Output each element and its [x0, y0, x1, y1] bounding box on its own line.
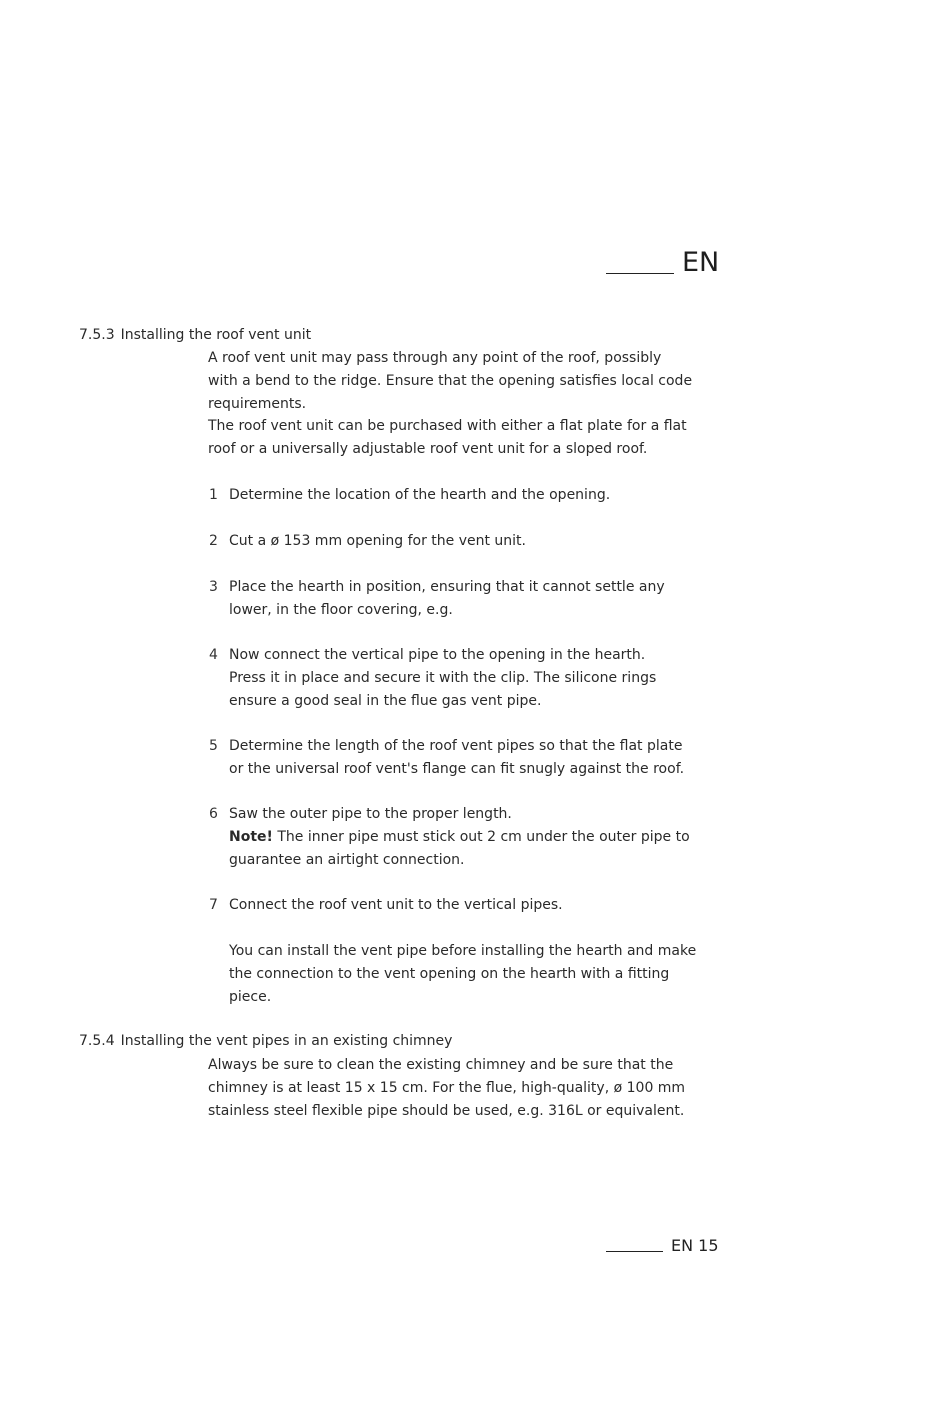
step-text: Place the hearth in position, ensuring that it cannot settle any lower, in the floor covering, e.g. [229, 579, 665, 618]
step-text: Determine the location of the hearth and the opening. [229, 487, 611, 503]
step-7 [209, 894, 729, 917]
step-number: 1 [209, 487, 218, 503]
step-6-text: Saw the outer pipe to the proper length. [229, 806, 512, 822]
step-text: Determine the length of the roof vent pipes so that the flat plate or the universal roof vent's flange can fit snugly against the roof. [229, 738, 685, 777]
step-number: 3 [209, 579, 218, 595]
step-text: Cut a ø 153 mm opening for the vent unit. [229, 533, 526, 549]
step-text [229, 803, 690, 871]
note-label: Note! [229, 828, 273, 845]
section-intro: A roof vent unit may pass through any point of the roof, possibly with a bend to the ridge. Ensure that the opening satisfies local code requirements. The roof vent unit can be purchased with either a flat plate for a flat roof or a universally adjustable roof vent unit for a sloped roof. [208, 350, 693, 458]
step-5 [209, 735, 729, 781]
section-number: 7.5.4 [79, 1033, 115, 1049]
section-title: Installing the vent pipes in an existing chimney [120, 1033, 453, 1049]
section-heading-7-5-4 [79, 1030, 452, 1052]
step-number: 4 [209, 647, 218, 663]
step-text: Now connect the vertical pipe to the opening in the hearth. Press it in place and secure it with the clip. The silicone rings ensure a good seal in the flue gas vent pipe. [229, 647, 657, 709]
step-number: 5 [209, 738, 218, 754]
footer-rule [606, 1251, 663, 1252]
step-6 [209, 803, 729, 871]
step-4 [209, 644, 729, 712]
step-1 [209, 484, 729, 507]
section-body: Always be sure to clean the existing chimney and be sure that the chimney is at least 15 x 15 cm. For the flue, high-quality, ø 100 mm stainless steel flexible pipe should be used, e.g. 316L or equivalent. [208, 1057, 686, 1119]
step-number: 7 [209, 897, 218, 913]
section-title: Installing the roof vent unit [120, 327, 312, 343]
page-footer [606, 1236, 719, 1256]
installation-tip: You can install the vent pipe before installing the hearth and make the connection to the vent opening on the hearth with a fitting piece. [229, 943, 697, 1005]
header-rule [606, 273, 674, 274]
step-number: 6 [209, 806, 218, 822]
language-header [606, 248, 719, 278]
language-code: EN [682, 247, 720, 278]
note-text: The inner pipe must stick out 2 cm under the outer pipe to guarantee an airtight connection. [229, 828, 690, 868]
step-text: Connect the roof vent unit to the vertical pipes. [229, 897, 563, 913]
step-3 [209, 576, 729, 622]
section-number: 7.5.3 [79, 327, 115, 343]
step-number: 2 [209, 533, 218, 549]
step-2 [209, 530, 729, 553]
page-number: EN 15 [671, 1236, 719, 1255]
section-heading-7-5-3 [79, 324, 311, 346]
